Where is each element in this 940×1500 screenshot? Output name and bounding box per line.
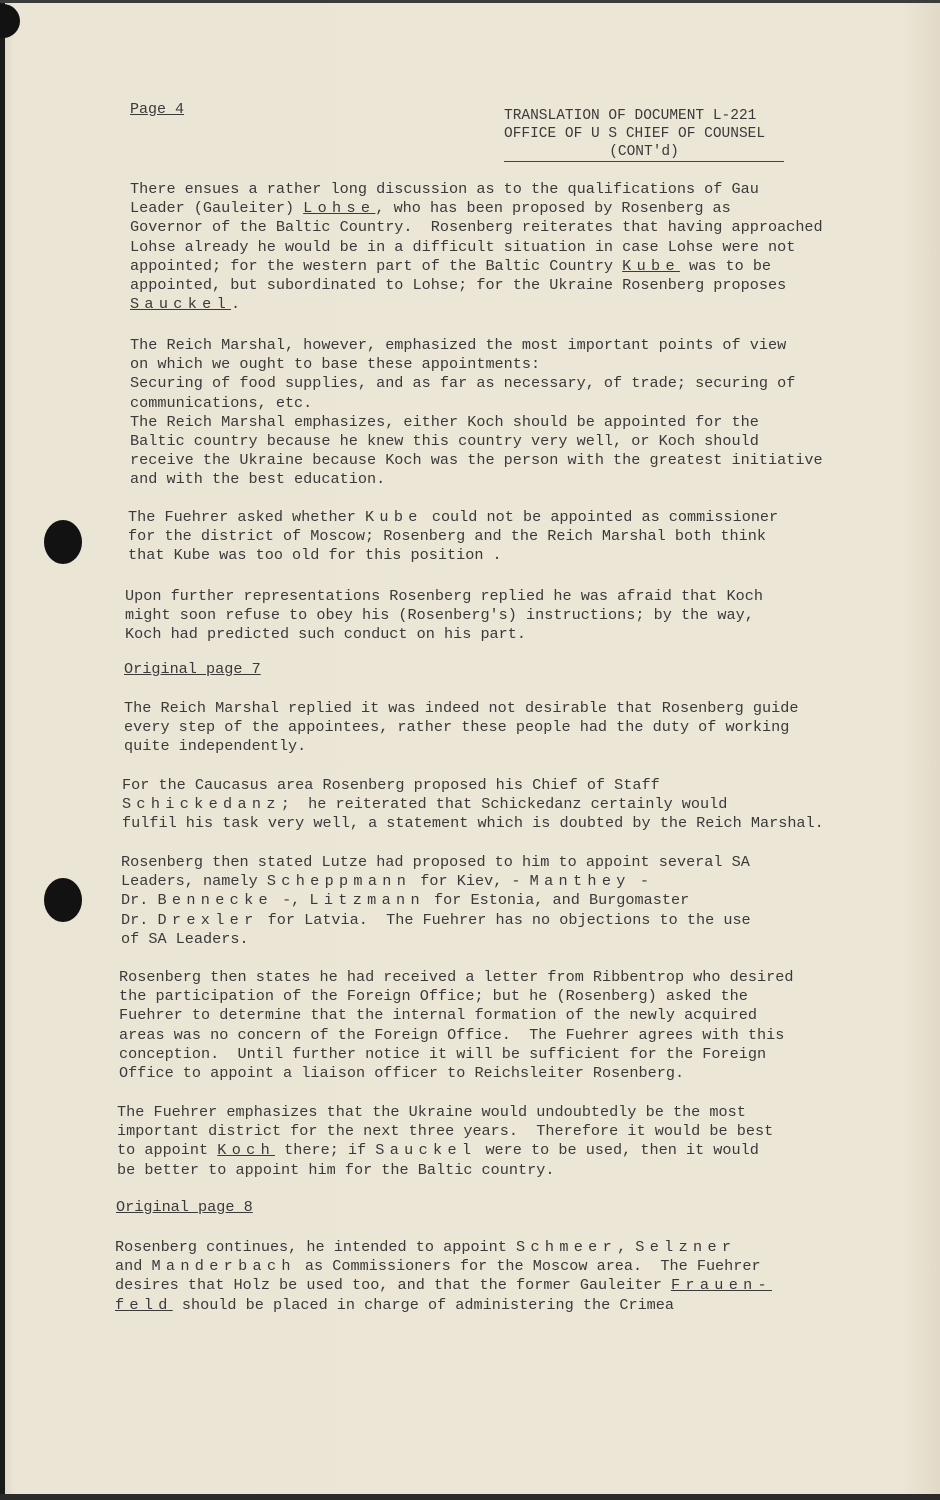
text-line: Leaders, namely Scheppmann for Kiev, - Manthey - [121,872,649,891]
text-line: The Reich Marshal replied it was indeed not desirable that Rosenberg guide [124,699,799,717]
paragraph-6 [122,776,824,834]
emphasized-name: Selzner [635,1238,737,1256]
text-line: and with the best education. [130,470,386,489]
text-line: appointed, but subordinated to Lohse; for the Ukraine Rosenberg proposes [130,276,787,295]
scan-bottom-edge [0,1494,940,1500]
text-line: Rosenberg continues, he intended to appoint Schmeer, Selzner [115,1238,737,1256]
emphasized-name: Schmeer [516,1238,618,1256]
text-line: desires that Holz be used too, and that the former Gauleiter Frauen- [115,1276,772,1295]
paragraph-7 [121,853,751,949]
text-line: Dr. Drexler for Latvia. The Fuehrer has no objections to the use [121,910,751,929]
text-line: the participation of the Foreign Office; but he (Rosenberg) asked the [119,987,748,1006]
emphasized-name: Koch [217,1141,276,1160]
text-line: conception. Until further notice it will be sufficient for the Foreign [119,1044,767,1063]
text-line: appointed; for the western part of the Baltic Country Kube was to be [130,256,772,275]
emphasized-name: Drexler [157,910,259,929]
text-line: Dr. Bennecke -, Litzmann for Estonia, and Burgomaster [121,891,690,910]
emphasized-name: Sauckel [375,1141,477,1160]
paragraph-9 [117,1103,773,1180]
text-line: Rosenberg then stated Lutze had proposed to him to appoint several SA [121,853,750,871]
text-line: that Kube was too old for this position . [128,546,502,565]
text-line: important district for the next three years. Therefore it would be best [117,1122,774,1141]
text-line: Rosenberg then states he had received a letter from Ribbentrop who desired [119,968,794,986]
emphasized-name: Bennecke [157,891,273,910]
emphasized-name: Manderbach [151,1257,296,1276]
text-line: of SA Leaders. [121,929,249,948]
emphasized-name: Manthey [529,872,631,891]
text-line: The Reich Marshal emphasizes, either Koch should be appointed for the [130,412,759,431]
text-line: for the district of Moscow; Rosenberg and the Reich Marshal both think [128,527,766,546]
text-line: feld should be placed in charge of administering the Crimea [115,1295,675,1314]
paragraph-3 [128,508,778,566]
header-office: OFFICE OF U S CHIEF OF COUNSEL [504,126,766,142]
punch-hole-lower [44,878,82,922]
text-line: Koch had predicted such conduct on his part. [125,625,527,644]
punch-hole-top [0,4,20,38]
text-line: and Manderbach as Commissioners for the Moscow area. The Fuehrer [115,1257,761,1276]
text-line: The Fuehrer asked whether Kube could not be appointed as commissioner [128,508,779,526]
text-line: Governor of the Baltic Country. Rosenberg reiterates that having approached [130,218,823,237]
text-line: Office to appoint a liaison officer to Reichsleiter Rosenberg. [119,1064,685,1083]
paragraph-10 [115,1238,772,1315]
text-line: The Fuehrer emphasizes that the Ukraine would undoubtedly be the most [117,1103,746,1121]
text-line: receive the Ukraine because Koch was the person with the greatest initiative [130,451,823,470]
text-line: Lohse already he would be in a difficult situation in case Lohse were not [130,237,796,256]
text-line: Securing of food supplies, and as far as necessary, of trade; securing of [130,374,796,393]
header-title: TRANSLATION OF DOCUMENT L-221 [504,108,757,124]
paragraph-2 [130,336,823,490]
text-line: Fuehrer to determine that the internal formation of the newly acquired [119,1006,757,1025]
text-line: The Reich Marshal, however, emphasized the most important points of view [130,336,787,354]
emphasized-name: Sauckel [130,295,232,314]
text-line: Baltic country because he knew this country very well, or Koch should [130,432,759,451]
text-line: Leader (Gauleiter) Lohse, who has been proposed by Rosenberg as [130,199,731,218]
paragraph-4 [125,587,763,645]
page-label: Page 4 [130,101,185,118]
emphasized-name: Kube [364,508,423,526]
paragraph-5 [124,699,798,757]
heading-original-page-7: Original page 7 [124,660,261,678]
text-line: might soon refuse to obey his (Rosenberg's) instructions; by the way, [125,606,754,625]
text-line: every step of the appointees, rather these people had the duty of working [124,718,790,737]
emphasized-name: Lohse [303,199,376,218]
text-line: Upon further representations Rosenberg replied he was afraid that Koch [125,587,763,605]
emphasized-name: feld [115,1295,173,1314]
text-line: For the Caucasus area Rosenberg proposed his Chief of Staff [122,776,660,794]
text-line: Schickedanz; he reiterated that Schickedanz certainly would [122,795,728,814]
text-line: areas was no concern of the Foreign Office. The Fuehrer agrees with this [119,1025,785,1044]
document-header [504,107,784,162]
emphasized-name: Frauen- [670,1276,772,1295]
text-line: quite independently. [124,737,307,756]
scan-top-edge [0,0,940,3]
punch-hole-middle [44,520,82,564]
emphasized-name: Kube [622,256,680,275]
text-line: Sauckel. [130,295,241,314]
text-line: on which we ought to base these appointments: [130,355,541,374]
paragraph-1 [130,180,823,314]
text-line: communications, etc. [130,393,313,412]
paragraph-8 [119,968,793,1083]
text-line: be better to appoint him for the Baltic country. [117,1160,555,1179]
heading-original-page-8: Original page 8 [116,1198,253,1216]
emphasized-name: Litzmann [309,891,425,910]
text-line: to appoint Koch there; if Sauckel were to be used, then it would [117,1141,759,1160]
emphasized-name: Schickedanz [122,795,281,814]
scan-left-edge [0,0,5,1500]
text-line: There ensues a rather long discussion as to the qualifications of Gau [130,180,759,198]
emphasized-name: Scheppmann [266,872,412,891]
header-continued: (CONT'd) [504,143,784,162]
text-line: fulfil his task very well, a statement which is doubted by the Reich Marshal. [122,814,824,833]
